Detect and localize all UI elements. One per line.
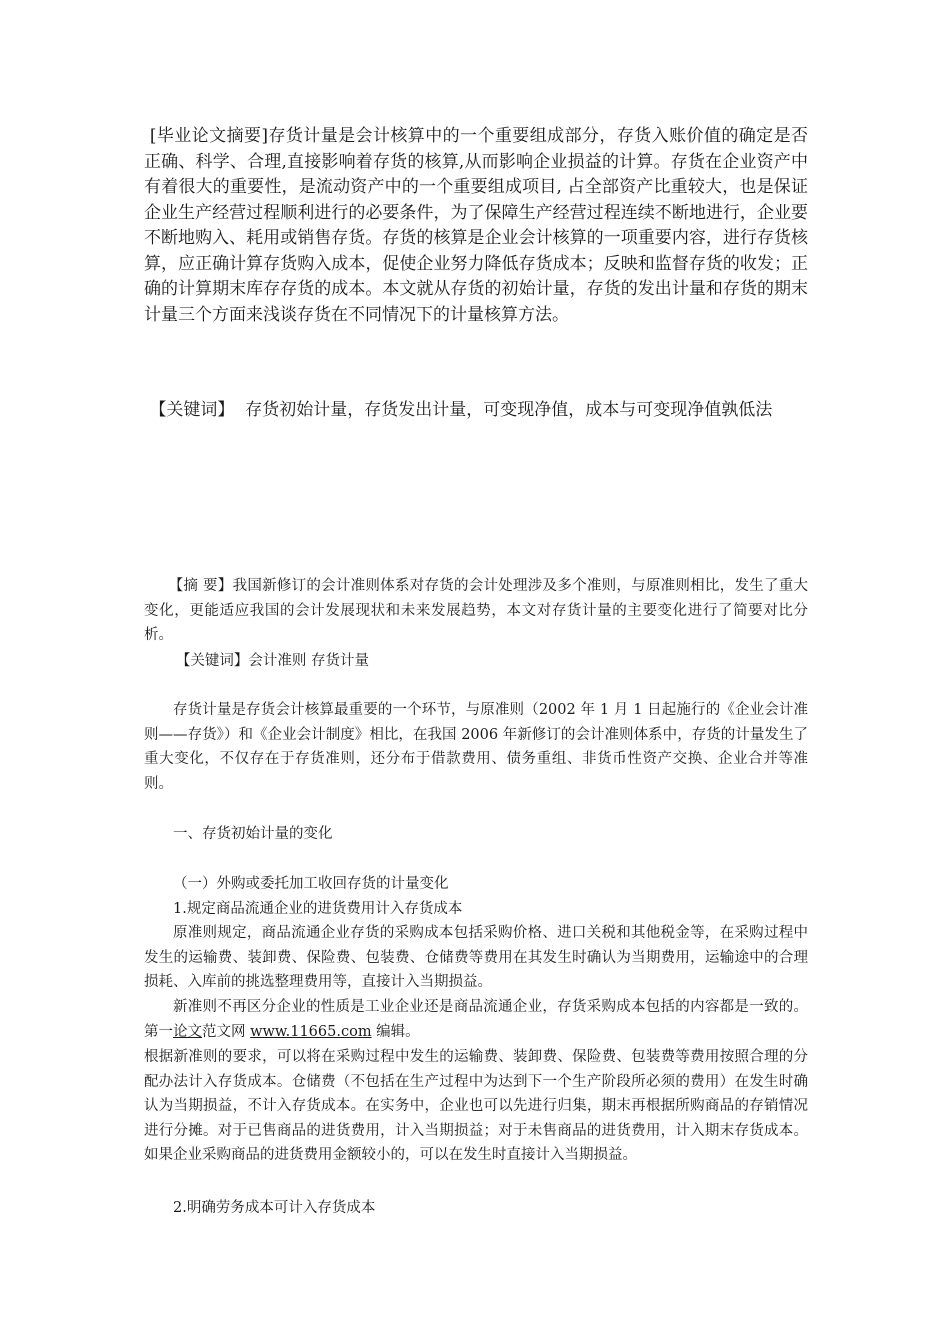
thesis-abstract — [144, 124, 808, 328]
old-rule-paragraph: 原准则规定，商品流通企业存货的采购成本包括采购价格、进口关税和其他税金等，在采购过程中发生的运输费、装卸费、保险费、包装费、仓储费等费用在其发生时确认为当期费用，运输途中的合理损耗、入库前的挑选整理费用等，直接计入当期损益。 — [144, 925, 808, 990]
article-keywords-label: 【关键词】 — [175, 653, 249, 669]
article-abstract-label: 【摘 要】 — [168, 578, 233, 594]
section-heading-1: 一、存货初始计量的变化 — [173, 826, 333, 842]
thesis-keywords-label: 【关键词】 — [149, 400, 235, 420]
article-abstract-text: 我国新修订的会计准则体系对存货的会计处理涉及多个准则，与原准则相比，发生了重大变化，更能适应我国的会计发展现状和未来发展趋势，本文对存货计量的主要变化进行了简要对比分析。 — [144, 578, 809, 643]
thesis-abstract-text: 存货计量是会计核算中的一个重要组成部分，存货入账价值的确定是否正确、科学、合理,直接影响着存货的核算,从而影响企业损益的计算。存货在企业资产中有着很大的重要性，是流动资产中的一个重要组成项目, 占全部资产比重较大，也是保证企业生产经营过程顺利进行的必要条件，为了保障生产经营过程连续不断地进行，企业要不断地购入、耗用或销售存货。存货的核算是企业会计核算的一项重要内容，进行存货核算，应正确计算存货购入成本，促使企业努力降低存货成本；反映和监督存货的收发；正确的计算期末库存存货的成本。本文就从存货的初始计量，存货的发出计量和存货的期末计量三个方面来浅谈存货在不同情况下的计量核算方法。 — [144, 126, 809, 325]
rule-detail-paragraph: 根据新准则的要求，可以将在采购过程中发生的运输费、装卸费、保险费、包装费等费用按照合理的分配办法计入存货成本。仓储费（不包括在生产过程中为达到下一个生产阶段所必须的费用）在发生时确认为当期损益，不计入存货成本。在实务中，企业也可以先进行归集，期末再根据所购商品的存销情况进行分摊。对于已售商品的进货费用，计入当期损益；对于未售商品的进货费用，计入期末存货成本。如果企业采购商品的进货费用金额较小的，可以在发生时直接计入当期损益。 — [144, 1049, 808, 1163]
new-rule-paragraph — [144, 995, 808, 1044]
thesis-keywords — [144, 398, 808, 424]
thesis-keywords-text: 存货初始计量，存货发出计量，可变现净值，成本与可变现净值孰低法 — [245, 400, 773, 420]
paper-link[interactable]: 论文 — [173, 1023, 202, 1040]
new-rule-text: 新准则不再区分企业的性质是工业企业还是商品流通企业，存货采购成本包括的内容都是一致的。第一 — [144, 999, 808, 1040]
item-heading-1: 1.规定商品流通企业的进货费用计入存货成本 — [173, 901, 463, 917]
article-abstract — [144, 574, 808, 648]
edit-note-text: 编辑。 — [371, 1023, 420, 1040]
article-keywords — [144, 649, 808, 674]
subsection-heading-1: （一）外购或委托加工收回存货的计量变化 — [173, 876, 449, 892]
intro-paragraph: 存货计量是存货会计核算最重要的一个环节，与原准则（2002 年 1 月 1 日起施行的《企业会计准则——存货》）和《企业会计制度》相比，在我国 2006 年新修订的会计准则体系中，存货的计量发生了重大变化，不仅存在于存货准则，还分布于借款费用、债务重组、非货币性资产交换、企业合并等准则。 — [144, 702, 808, 792]
website-link[interactable]: www.11665.com — [250, 1023, 372, 1040]
thesis-abstract-label: [毕业论文摘要] — [149, 126, 269, 146]
article-keywords-text: 会计准则 存货计量 — [248, 653, 369, 669]
item-heading-2: 2.明确劳务成本可计入存货成本 — [173, 1200, 376, 1216]
site-name-text: 范文网 — [202, 1023, 251, 1040]
